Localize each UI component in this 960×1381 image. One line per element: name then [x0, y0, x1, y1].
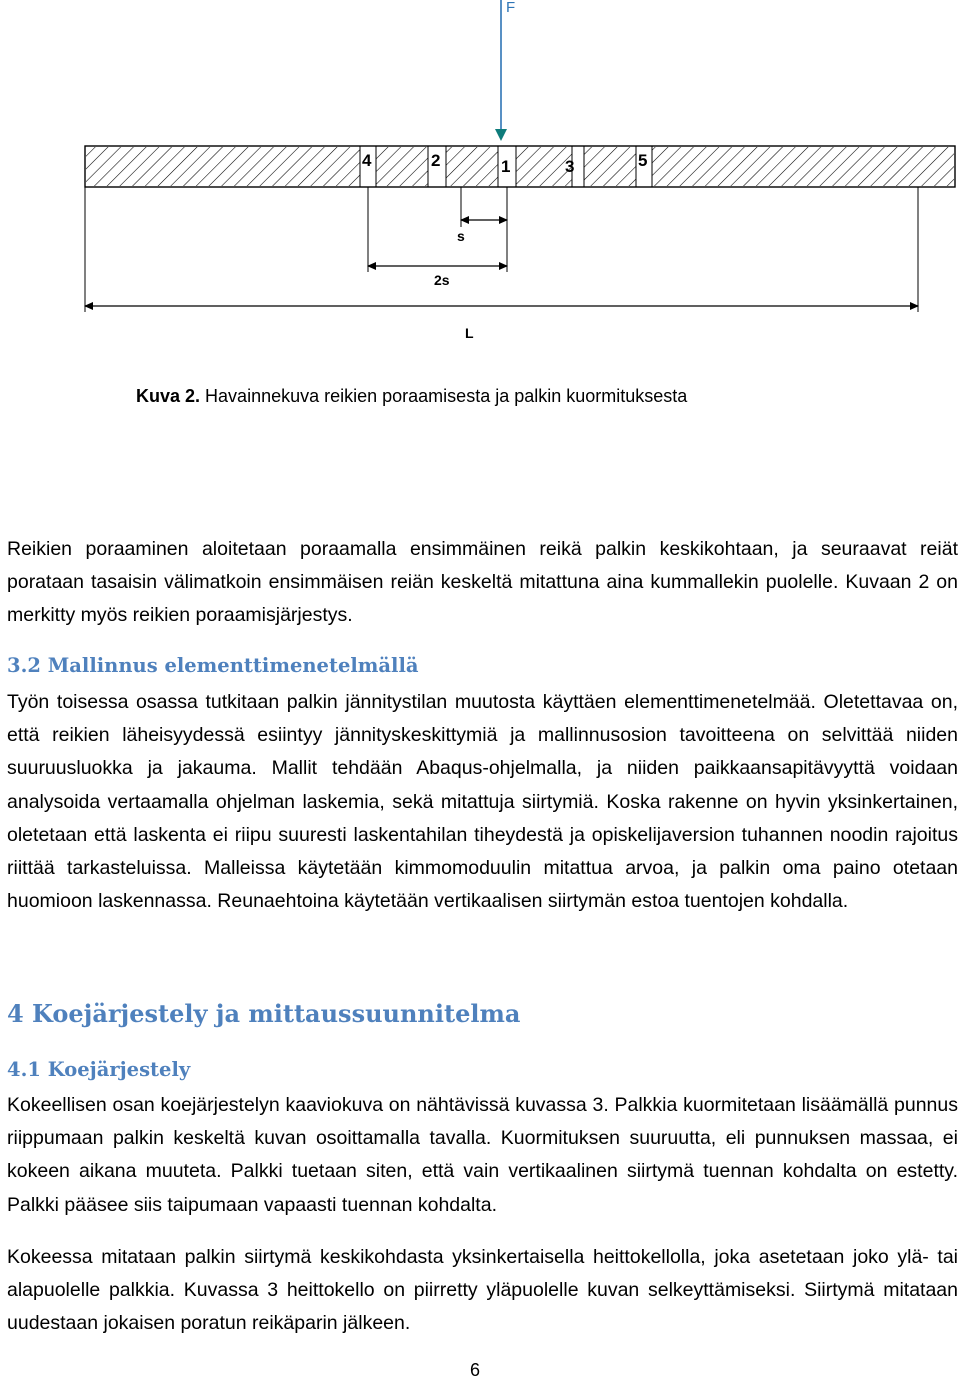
- dim-label-s: s: [457, 228, 465, 244]
- force-arrow: [495, 0, 507, 141]
- beam: [85, 146, 955, 187]
- hole-label-1: 1: [501, 157, 511, 176]
- paragraph-drilling: Reikien poraaminen aloitetaan poraamalla ensimmäinen reikä palkin keskikohtaan, ja seuraavat reiät porataan tasaisin välimatkoin ensimmäisen reiän keskeltä mitattuna aina kummallekin puolelle. Kuvaan 2 on merkitty myös reikien poraamisjärjestys.: [7, 538, 958, 627]
- paragraph-measurement: Kokeessa mitataan palkin siirtymä keskikohdasta yksinkertaisella heittokellolla, joka asetetaan joko ylä- tai alapuolelle palkkia. Kuvassa 3 heittokello on piirretty yläpuolelle kuvan selkeyttämiseksi. Siirtymä mitataan uudestaan jokaisen poratun reikäparin jälkeen.: [7, 1246, 958, 1335]
- extension-lines: [85, 187, 918, 312]
- hole-label-4: 4: [362, 151, 372, 170]
- figure-caption: [136, 386, 687, 407]
- hole-label-2: 2: [431, 151, 441, 170]
- heading-3-2: 3.2 Mallinnus elementtimenetelmällä: [7, 654, 419, 677]
- dimension-lines: [85, 220, 918, 306]
- dim-label-2s: 2s: [434, 272, 450, 288]
- heading-4-1: 4.1 Koejärjestely: [7, 1058, 191, 1081]
- beam-figure: [0, 0, 960, 360]
- hole-label-5: 5: [638, 151, 648, 170]
- heading-4: 4 Koejärjestely ja mittaussuunnitelma: [7, 999, 521, 1028]
- page-number: 6: [470, 1360, 481, 1380]
- dim-label-L: L: [465, 325, 474, 341]
- caption-label: Kuva 2.: [136, 386, 201, 406]
- hole-label-3: 3: [565, 157, 575, 176]
- paragraph-fem: Työn toisessa osassa tutkitaan palkin jännitystilan muutosta käyttäen elementtimenetelmää. Oletettavaa on, että reikien läheisyydessä esiintyy jännityskeskittymiä ja mallinnusosion tavoitteena on selvittää niiden suuruusluokka ja jakauma. Mallit tehdään Abaqus-ohjelmalla, ja niiden paikkaansapitävyyttä voidaan analysoida vertaamalla ohjelman laskemia, sekä mitattuja siirtymiä. Koska rakenne on hyvin yksinkertainen, oletetaan että laskenta ei riipu suuresti laskentahilan tiheydestä ja opiskelijaversion tuhannen noodin rajoitus riittää tarkasteluissa. Malleissa käytetään kimmomoduulin mitattua arvoa, ja palkin oma paino otetaan huomioon laskennassa. Reunaehtoina käytetään vertikaalisen siirtymän estoa tuentojen kohdalla.: [7, 691, 958, 913]
- force-label: F: [506, 0, 516, 16]
- paragraph-setup: Kokeellisen osan koejärjestelyn kaaviokuva on nähtävissä kuvassa 3. Palkkia kuormitetaan lisäämällä punnus riippumaan palkin keskeltä kuvan osoittamalla tavalla. Kuormituksen suuruutta, eli punnuksen massaa, ei kokeen aikana muuteta. Palkki tuetaan siten, että vain vertikaalinen siirtymä tuennan kohdalta on estetty. Palkki pääsee siis taipumaan vapaasti tuennan kohdalta.: [7, 1094, 958, 1216]
- caption-text: Havainnekuva reikien poraamisesta ja palkin kuormituksesta: [205, 386, 688, 406]
